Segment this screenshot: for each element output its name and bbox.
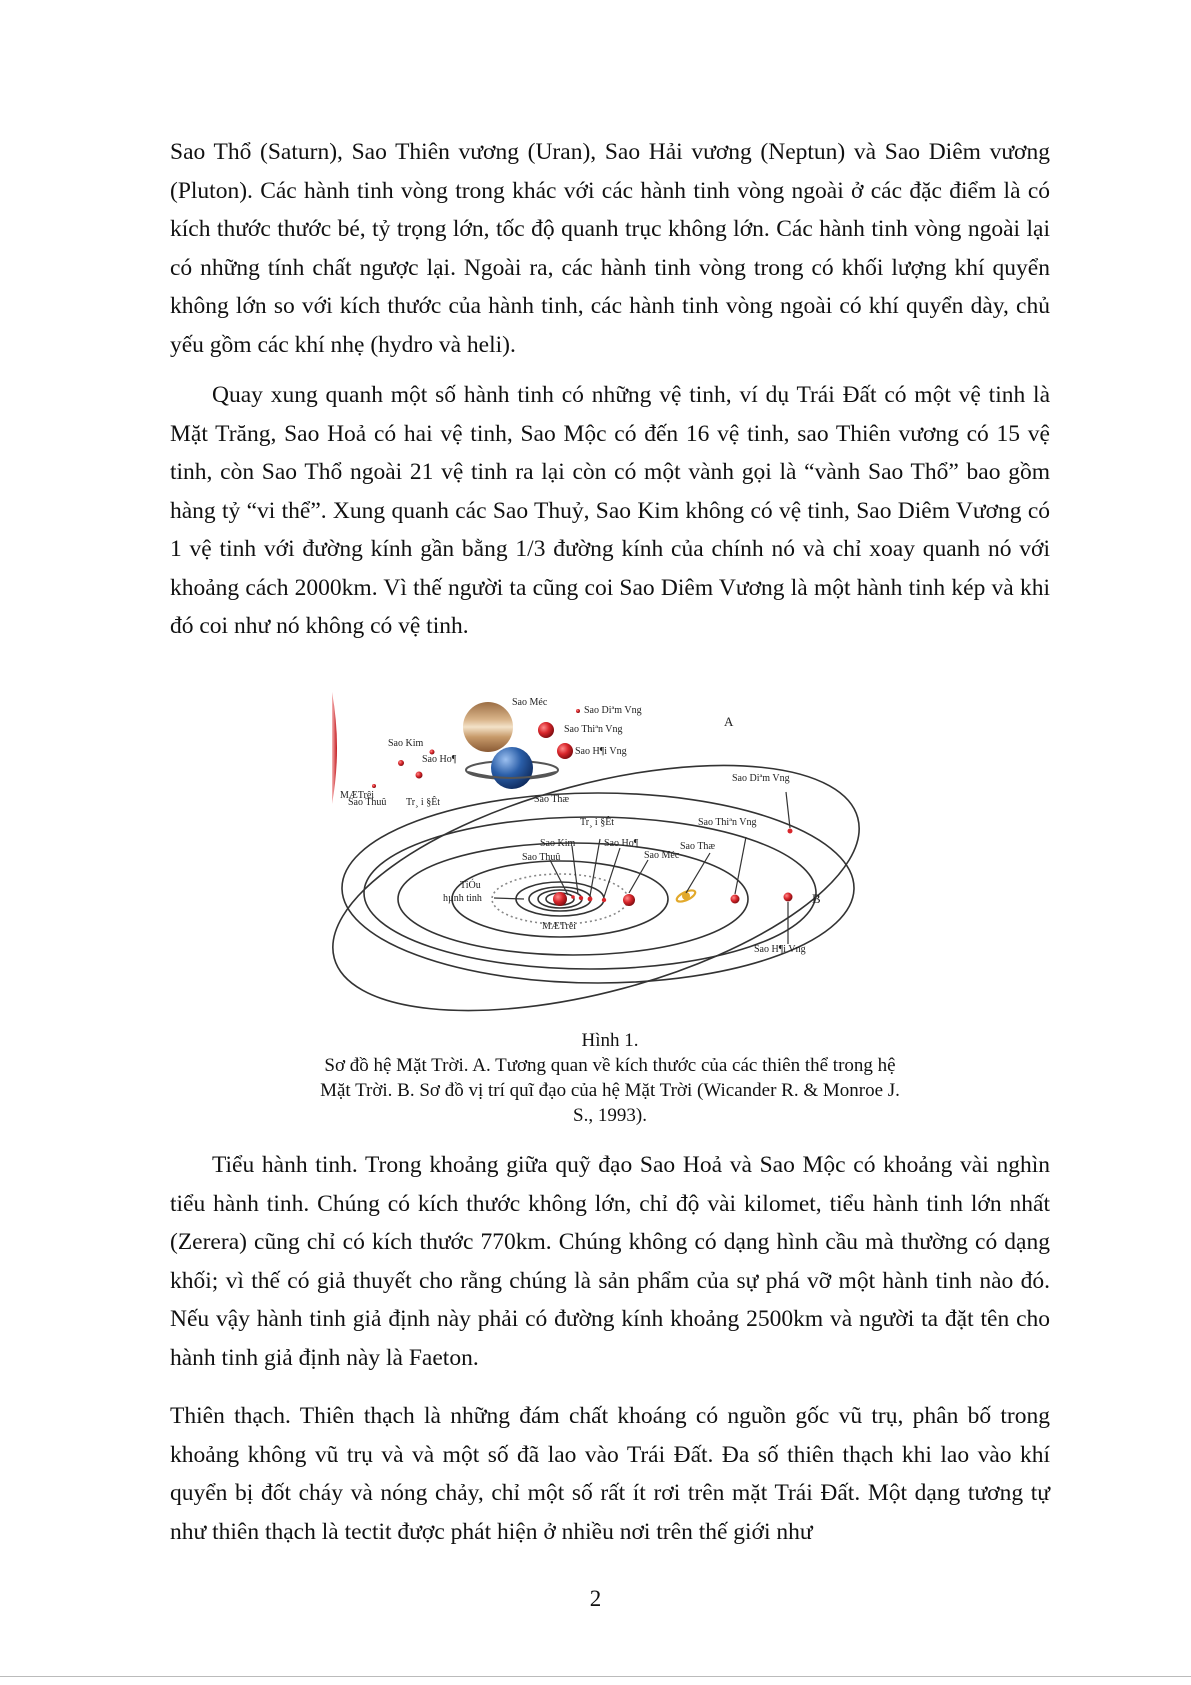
figure-caption: [265, 1028, 955, 1128]
venus-a: [398, 760, 404, 766]
earth-a: [416, 772, 423, 779]
paragraph-text: Thiên thạch. Thiên thạch là những đám chất khoáng có nguồn gốc vũ trụ, phân bố trong khoảng không vũ trụ và và một số đã lao vào Trái Đất. Đa số thiên thạch khi lao vào khí quyển bị đốt cháy và nóng chảy, chỉ một số rất ít rơi trên mặt Trái Đất. Một dạng tương tự như thiên thạch là tectit được phát hiện ở nhiều nơi trên thế giới như: [170, 1403, 1050, 1545]
label-uranus-b: Sao Thiªn Vng: [698, 817, 757, 828]
paragraph-text: Tiểu hành tinh. Trong khoảng giữa quỹ đạo Sao Hoả và Sao Mộc có khoảng vài nghìn tiểu hành tinh. Chúng có kích thước không lớn, chỉ độ vài kilomet, tiểu hành tinh lớn nhất (Zerera) cũng chỉ có kích thước 770km. Chúng không có dạng hình cầu mà thường có dạng khối; vì thế có giả thuyết cho rằng chúng là sản phẩm của sự phá vỡ một hành tinh nào đó. Nếu vậy hành tinh giả định này phải có đường kính khoảng 2500km và người ta đặt tên cho hành tinh giả định này là Faeton.: [170, 1152, 1050, 1371]
label-pluto-a: Sao Diªm Vng: [584, 705, 642, 716]
label-venus-b: Sao Kim: [540, 838, 576, 849]
mercury-a: [372, 784, 376, 788]
label-mercury-a: Sao Thuû: [348, 797, 387, 808]
label-asteroids-line1: TiÓu: [460, 880, 481, 891]
paragraph-asteroids: [170, 1146, 1050, 1377]
paragraph-satellites: [170, 376, 1050, 646]
sun-b: [553, 892, 567, 906]
caption-line: Sơ đồ hệ Mặt Trời. A. Tương quan về kích thước của các thiên thể trong hệ: [324, 1055, 896, 1076]
page-number: 2: [589, 1586, 602, 1611]
mars-b: [602, 898, 606, 902]
solar-system-figure: [328, 688, 898, 1028]
paragraph-planets-inner-outer: [170, 133, 1050, 364]
neptune-a: [557, 743, 573, 759]
label-sun-a: MÆTrêi: [340, 790, 375, 801]
mercury-b: [571, 895, 575, 899]
label-jupiter-a: Sao Méc: [512, 697, 548, 708]
paragraph-text: Sao Thổ (Saturn), Sao Thiên vương (Uran), Sao Hải vương (Neptun) và Sao Diêm vương (Pluton). Các hành tinh vòng trong khác với các hành tinh vòng ngoài ở các đặc điểm là có kích thước thước bé, tỷ trọng lớn, tốc độ quanh trục không lớn. Các hành tinh vòng ngoài lại có những tính chất ngược lại. Ngoài ra, các hành tinh vòng trong có khối lượng khí quyển không lớn so với kích thước của hành tinh, các hành tinh vòng ngoài có khí quyển dày, chủ yếu gồm các khí nhẹ (hydro và heli).: [170, 139, 1050, 358]
sun-limb: [332, 692, 337, 804]
panel-a-sizes: [332, 692, 734, 808]
label-jupiter-b: Sao Méc: [644, 850, 680, 861]
label-asteroids-line2: hµnh tinh: [443, 893, 482, 904]
label-neptune-a: Sao H¶i Vng: [575, 746, 627, 757]
caption-line: Mặt Trời. B. Sơ đồ vị trí quĩ đạo của hệ Mặt Trời (Wicander R. & Monroe J.: [320, 1080, 900, 1101]
leader-lines: [494, 792, 790, 944]
uranus-b: [731, 895, 740, 904]
orbit-pluto: [328, 717, 885, 1028]
jupiter-a: [463, 702, 513, 752]
saturn-a: [491, 747, 533, 789]
label-mercury-b: Sao Thuû: [522, 852, 561, 863]
venus-b: [579, 896, 583, 900]
pluto-b: [788, 829, 793, 834]
jupiter-b: [623, 894, 635, 906]
label-mars-b: Sao Ho¶: [604, 838, 639, 849]
panel-b-orbits: [328, 717, 885, 1028]
panel-b-letter: B: [812, 891, 821, 906]
label-neptune-b: Sao H¶i Vng: [754, 944, 806, 955]
paragraph-meteorites: [170, 1397, 1050, 1551]
label-sun-b: MÆTrêi: [542, 921, 577, 932]
caption-figure-number: Hình 1.: [581, 1030, 639, 1051]
label-saturn-a: Sao Thæ: [534, 794, 570, 805]
saturn-b: [682, 892, 690, 900]
label-earth-b: Tr¸ i §Êt: [580, 817, 615, 828]
uranus-a: [538, 722, 554, 738]
label-earth-a: Tr¸ i §Êt: [406, 797, 441, 808]
page-bottom-rule: [0, 1676, 1191, 1677]
caption-line: S., 1993).: [573, 1105, 647, 1126]
label-saturn-b: Sao Thæ: [680, 841, 716, 852]
panel-a-letter: A: [724, 714, 734, 729]
label-venus-a: Sao Kim: [388, 738, 424, 749]
paragraph-text: Quay xung quanh một số hành tinh có những vệ tinh, ví dụ Trái Đất có một vệ tinh là Mặt Trăng, Sao Hoả có hai vệ tinh, Sao Mộc có đến 16 vệ tinh, sao Thiên vương có 15 vệ tinh, còn Sao Thổ ngoài 21 vệ tinh ra lại còn có một vành gọi là “vành Sao Thổ” bao gồm hàng tỷ “vi thể”. Xung quanh các Sao Thuỷ, Sao Kim không có vệ tinh, Sao Diêm Vương có 1 vệ tinh với đường kính gần bằng 1/3 đường kính của chính nó và chỉ xoay quanh nó với khoảng cách 2000km. Vì thế người ta cũng coi Sao Diêm Vương là một hành tinh kép và khi đó coi như nó không có vệ tinh.: [170, 382, 1050, 639]
neptune-b: [784, 893, 793, 902]
label-mars-a: Sao Ho¶: [422, 754, 457, 765]
label-uranus-a: Sao Thiªn Vng: [564, 724, 623, 735]
earth-b: [588, 897, 593, 902]
label-pluto-b: Sao Diªm Vng: [732, 773, 790, 784]
pluto-a: [576, 709, 580, 713]
